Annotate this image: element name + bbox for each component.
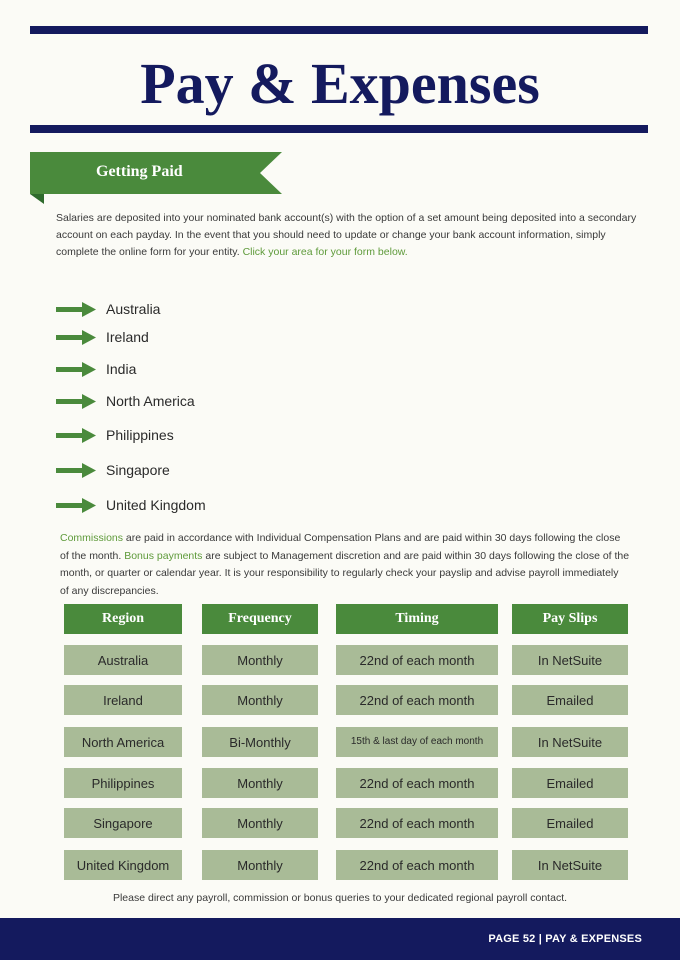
bonus-payments-link[interactable]: Bonus payments: [124, 549, 203, 562]
region-label: Philippines: [106, 427, 174, 443]
table-cell-timing: 15th & last day of each month: [336, 727, 498, 757]
table-cell-frequency: Monthly: [202, 850, 318, 880]
section-heading: Getting Paid: [96, 163, 183, 180]
table-cell-timing: 22nd of each month: [336, 645, 498, 675]
table-cell-timing: 22nd of each month: [336, 768, 498, 798]
commissions-link[interactable]: Commissions: [60, 532, 124, 544]
page-title: Pay & Expenses: [140, 51, 540, 116]
right-arrow-icon: [56, 494, 96, 516]
title-underline-rule: [30, 125, 648, 133]
payroll-contact-note: Please direct any payroll, commission or bonus queries to your dedicated regional payroll contact.: [112, 892, 568, 904]
table-cell-timing: 22nd of each month: [336, 685, 498, 715]
region-form-link[interactable]: Click your area for your form below.: [242, 246, 408, 258]
policy-text-b: are subject to Management discretion and are paid within 30 days following the close of the month, or quarter or calendar year. It is your responsibility to regularly check your payslip and advise payroll immediately of any discrepancies.: [60, 549, 630, 597]
region-link-singapore[interactable]: [56, 459, 296, 481]
table-cell-region: Philippines: [64, 768, 182, 798]
intro-paragraph: [56, 210, 646, 261]
table-cell-pay-slips: In NetSuite: [512, 727, 628, 757]
table-cell-region: United Kingdom: [64, 850, 182, 880]
right-arrow-icon: [56, 298, 96, 320]
table-cell-region: North America: [64, 727, 182, 757]
right-arrow-icon: [56, 326, 96, 348]
table-cell-frequency: Bi-Monthly: [202, 727, 318, 757]
region-link-philippines[interactable]: [56, 424, 296, 446]
table-cell-frequency: Monthly: [202, 808, 318, 838]
region-label: Singapore: [106, 462, 170, 478]
table-cell-pay-slips: Emailed: [512, 768, 628, 798]
region-label: Australia: [106, 301, 161, 317]
region-label: India: [106, 361, 137, 377]
table-cell-timing: 22nd of each month: [336, 808, 498, 838]
right-arrow-icon: [56, 459, 96, 481]
ribbon-fold: [30, 194, 44, 204]
right-arrow-icon: [56, 390, 96, 412]
page-number-label: PAGE 52 | PAY & EXPENSES: [488, 933, 642, 945]
table-cell-pay-slips: In NetSuite: [512, 850, 628, 880]
table-cell-frequency: Monthly: [202, 645, 318, 675]
header-frequency: Frequency: [202, 604, 318, 634]
table-cell-region: Ireland: [64, 685, 182, 715]
table-cell-frequency: Monthly: [202, 685, 318, 715]
header-pay-slips: Pay Slips: [512, 604, 628, 634]
table-cell-pay-slips: In NetSuite: [512, 645, 628, 675]
region-label: United Kingdom: [106, 497, 206, 513]
table-cell-frequency: Monthly: [202, 768, 318, 798]
header-region: Region: [64, 604, 182, 634]
header-timing: Timing: [336, 604, 498, 634]
region-link-india[interactable]: [56, 358, 296, 380]
right-arrow-icon: [56, 358, 96, 380]
table-cell-pay-slips: Emailed: [512, 808, 628, 838]
table-cell-timing: 22nd of each month: [336, 850, 498, 880]
intro-text: Salaries are deposited into your nominated bank account(s) with the option of a set amount being deposited into a secondary account on each payday. In the event that you should need to update or change your bank account information, simply complete the online form for your entity.: [56, 212, 637, 258]
table-cell-region: Singapore: [64, 808, 182, 838]
region-link-ireland[interactable]: [56, 326, 296, 348]
policy-paragraph: [60, 530, 630, 600]
region-link-united-kingdom[interactable]: [56, 494, 296, 516]
region-link-north-america[interactable]: [56, 390, 296, 412]
region-link-australia[interactable]: [56, 298, 296, 320]
right-arrow-icon: [56, 424, 96, 446]
region-label: North America: [106, 393, 195, 409]
table-cell-pay-slips: Emailed: [512, 685, 628, 715]
policy-text-a: are paid in accordance with Individual Compensation Plans and are paid within 30 days following the close of the month.: [60, 532, 621, 562]
region-label: Ireland: [106, 329, 149, 345]
top-rule: [30, 26, 648, 34]
table-cell-region: Australia: [64, 645, 182, 675]
